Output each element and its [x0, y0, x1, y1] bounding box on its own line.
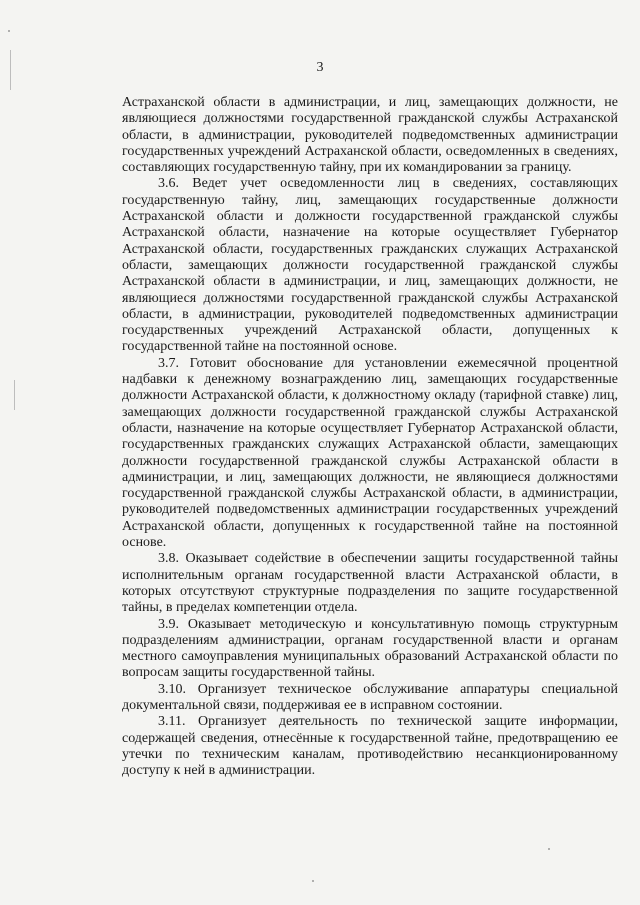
page-number: 3 — [316, 60, 324, 75]
paragraph-3-11: 3.11. Организует деятельность по технической защите информации, содержащей сведения, отнесённые к государственной тайне, предотвращению ее утечки по техническим каналам, противодействию несанкционированному доступу к ней в администрации. — [122, 714, 618, 779]
paragraph-3-9: 3.9. Оказывает методическую и консультативную помощь структурным подразделениям администрации, органам государственной власти и органам местного самоуправления муниципальных образований Астраханской области по вопросам защиты государственной тайны. — [122, 616, 618, 681]
scan-speck — [312, 880, 314, 882]
scan-speck — [548, 848, 550, 850]
paragraph-3-6: 3.6. Ведет учет осведомленности лиц в сведениях, составляющих государственную тайну, лиц, замещающих государственные должности Астраханской области и должности государственной гражданской службы Астраханской области, назначение на которые осуществляет Губернатор Астраханской области, государственных гражданских служащих Астраханской области, замещающих должности государственной гражданской службы Астраханской области в администрации, и лиц, замещающих должности, не являющиеся должностями государственной гражданской службы Астраханской области, в администрации, руководителей подведомственных администрации государственных учреждений Астраханской области, допущенных к государственной тайне на постоянной основе. — [122, 176, 618, 355]
paragraph-3-8: 3.8. Оказывает содействие в обеспечении защиты государственной тайны исполнительным органам государственной власти Астраханской области, в которых отсутствуют структурные подразделения по защите государственной тайны, в пределах компетенции отдела. — [122, 551, 618, 616]
paragraph-continuation: Астраханской области в администрации, и лиц, замещающих должности, не являющиеся должностями государственной гражданской службы Астраханской области, в администрации, руководителей подведомственных администрации государственных учреждений Астраханской области, осведомленных в сведениях, составляющих государственную тайну, при их командировании за границу. — [122, 95, 618, 176]
paragraph-3-10: 3.10. Организует техническое обслуживание аппаратуры специальной документальной связи, поддерживая ее в исправном состоянии. — [122, 681, 618, 713]
scan-margin-mark — [10, 50, 11, 90]
scan-speck — [8, 30, 10, 32]
paragraph-3-7: 3.7. Готовит обоснование для установлении ежемесячной процентной надбавки к денежному вознаграждению лиц, замещающих государственные должности Астраханской области, к должностному окладу (тарифной ставке) лиц, замещающих должности государственной гражданской службы Астраханской области, назначение на которые осуществляет Губернатор Астраханской области, государственных гражданских служащих Астраханской области, замещающих должности государственной гражданской службы Астраханской области в администрации, и лиц, замещающих должности, не являющиеся должностями государственной гражданской службы Астраханской области, в администрации, руководителей подведомственных администрации государственных учреждений Астраханской области, допущенных к государственной тайне на постоянной основе. — [122, 355, 618, 551]
document-body — [122, 95, 618, 779]
scan-margin-mark — [14, 380, 15, 410]
